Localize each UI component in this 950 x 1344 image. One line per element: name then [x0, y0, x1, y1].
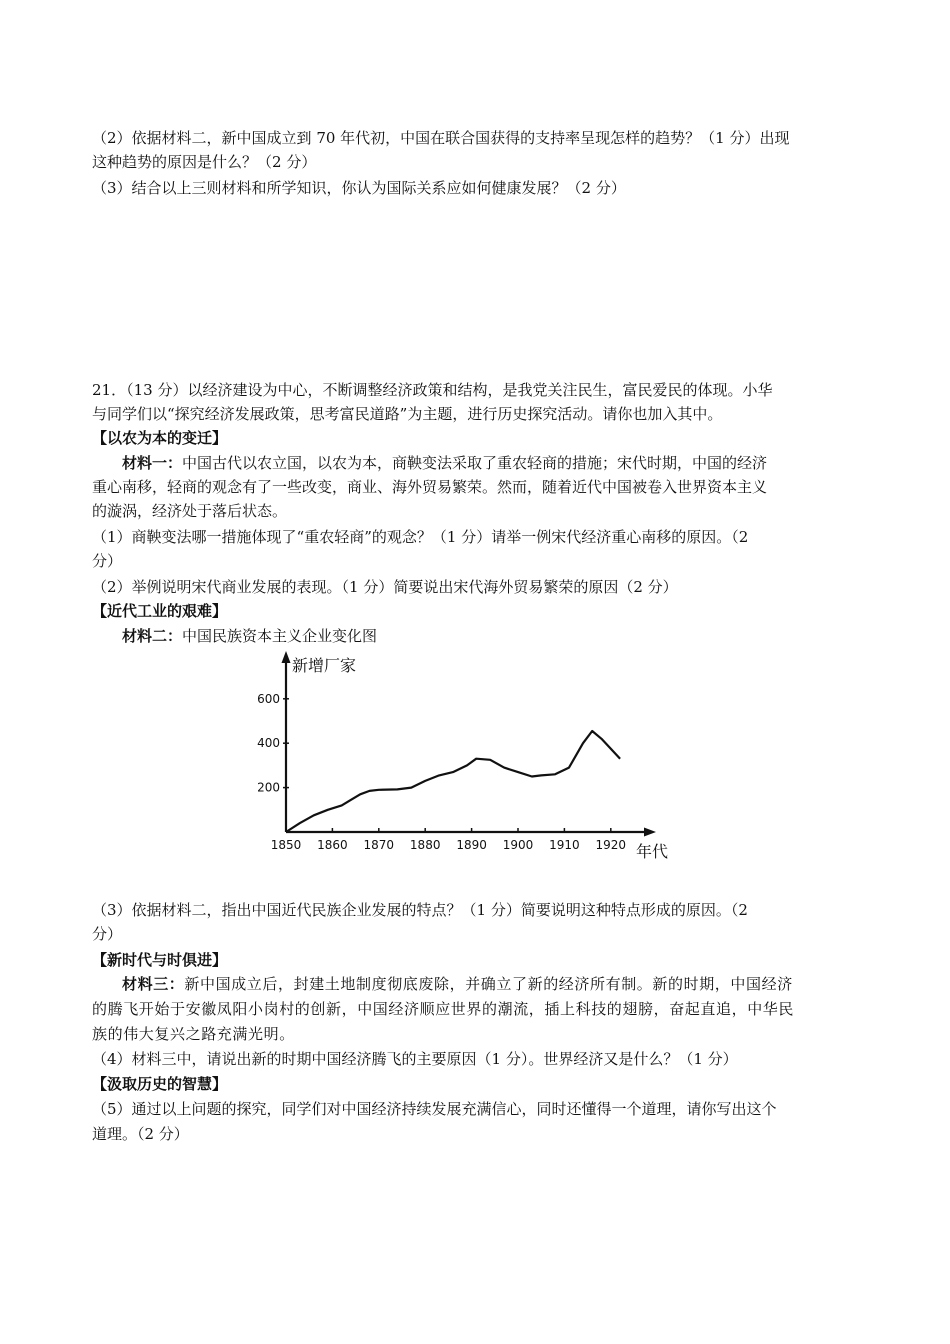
x-tick-label: 1890	[456, 838, 487, 852]
q21-intro-line2: 与同学们以“探究经济发展政策，思考富民道路”为主题，进行历史探究活动。请你也加入其中。	[92, 405, 723, 423]
question-5-line1: （5）通过以上问题的探究，同学们对中国经济持续发展充满信心，同时还懂得一个道理，请你写出这个	[92, 1100, 777, 1118]
x-tick-label: 1870	[363, 838, 395, 852]
x-tick-label: 1850	[270, 838, 302, 852]
enterprise-change-chart	[252, 645, 692, 870]
question-1-line1: （1）商鞅变法哪一措施体现了“重农轻商”的观念？（1 分）请举一例宋代经济重心南移的原因。（2	[92, 528, 749, 546]
question-4: （4）材料三中，请说出新的时期中国经济腾飞的主要原因（1 分）。世界经济又是什么？（1 分）	[92, 1050, 738, 1068]
material-3-line2: 的腾飞开始于安徽凤阳小岗村的创新，中国经济顺应世界的潮流，插上科技的翅膀，奋起直追，中华民	[92, 1000, 795, 1018]
question-3-line2: 分）	[92, 925, 123, 943]
series-line	[286, 731, 620, 832]
material-2: 材料二：中国民族资本主义企业变化图	[122, 627, 378, 645]
question-1-line2: 分）	[92, 552, 123, 570]
y-axis-label: 新增厂家	[292, 656, 357, 675]
material-1-line3: 的漩涡，经济处于落后状态。	[92, 502, 288, 520]
y-ticks	[257, 692, 289, 795]
x-tick-label: 1860	[317, 838, 348, 852]
x-axis-label: 年代	[636, 842, 669, 861]
section-title-new-era: 【新时代与时俱进】	[92, 951, 228, 969]
q20-part2-line1: （2）依据材料二，新中国成立到 70 年代初，中国在联合国获得的支持率呈现怎样的趋势？（1 分）出现	[92, 129, 790, 147]
x-axis-arrow	[644, 828, 656, 837]
y-axis-arrow	[282, 651, 291, 663]
x-tick-label: 1910	[549, 838, 580, 852]
question-5-line2: 道理。（2 分）	[92, 1125, 189, 1143]
question-2: （2）举例说明宋代商业发展的表现。（1 分）简要说出宋代海外贸易繁荣的原因（2 分）	[92, 578, 678, 596]
material-1-line1: 材料一：中国古代以农立国，以农为本，商鞅变法采取了重农轻商的措施；宋代时期，中国的经济	[122, 454, 768, 472]
material-3-line3: 族的伟大复兴之路充满光明。	[92, 1025, 295, 1043]
material-2-label: 材料二：	[122, 627, 183, 645]
q20-part3: （3）结合以上三则材料和所学知识，你认为国际关系应如何健康发展？（2 分）	[92, 179, 626, 197]
x-tick-label: 1920	[595, 838, 627, 852]
x-tick-label: 1880	[409, 838, 441, 852]
x-tick-label: 1900	[502, 838, 534, 852]
q20-part2-line2: 这种趋势的原因是什么？（2 分）	[92, 153, 317, 171]
y-tick-label: 600	[257, 691, 280, 706]
y-tick-label: 400	[257, 736, 280, 751]
material-3-line1: 材料三：新中国成立后，封建土地制度彻底废除，并确立了新的经济所有制。新的时期，中国经济	[122, 975, 793, 993]
q21-intro-line1: 21．（13 分）以经济建设为中心，不断调整经济政策和结构，是我党关注民生，富民爱民的体现。小华	[92, 381, 773, 399]
material-1-label: 材料一：	[122, 454, 183, 472]
material-3-label: 材料三：	[122, 975, 185, 993]
section-title-agriculture: 【以农为本的变迁】	[92, 429, 228, 447]
material-1-line2: 重心南移，轻商的观念有了一些改变，商业、海外贸易繁荣。然而，随着近代中国被卷入世界资本主义	[92, 478, 768, 496]
section-title-industry: 【近代工业的艰难】	[92, 602, 228, 620]
question-3-line1: （3）依据材料二，指出中国近代民族企业发展的特点？（1 分）简要说明这种特点形成的原因。（2	[92, 901, 748, 919]
section-title-wisdom: 【汲取历史的智慧】	[92, 1075, 228, 1093]
y-tick-label: 200	[257, 780, 280, 795]
